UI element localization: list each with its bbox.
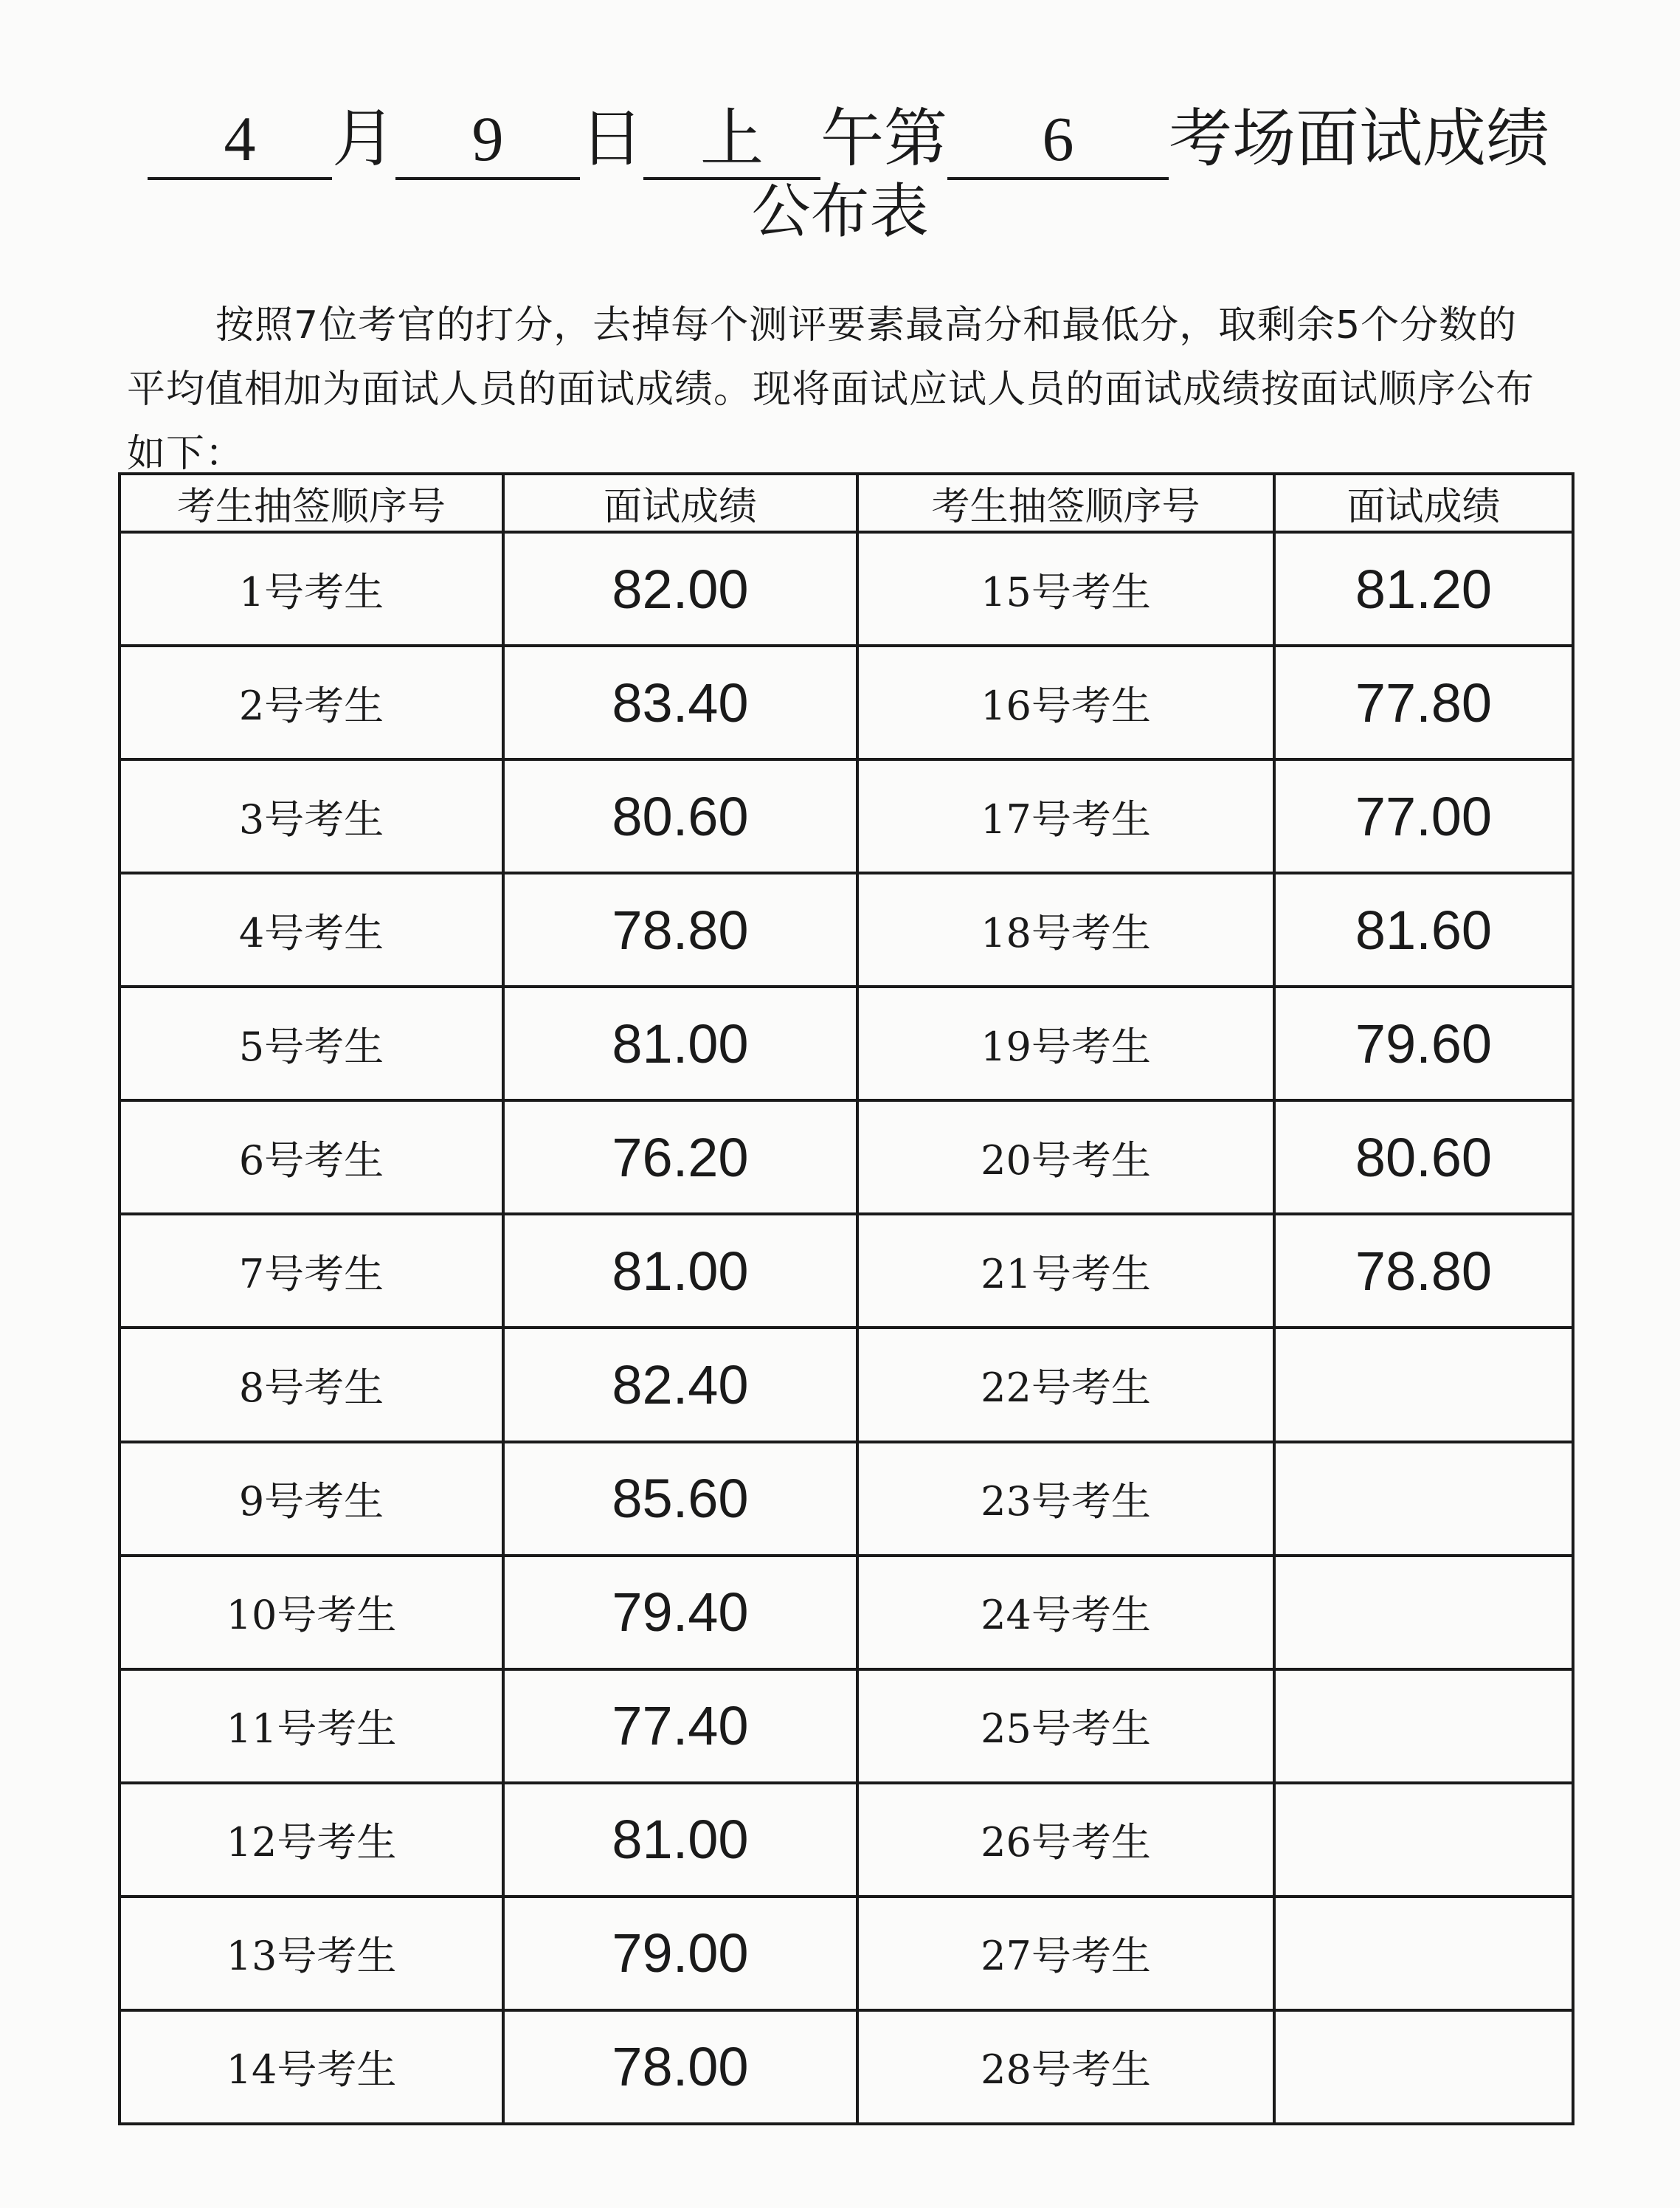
candidate-label: 24号考生: [857, 1556, 1274, 1669]
table-row: [120, 987, 1573, 1100]
candidate-label: 11号考生: [120, 1669, 503, 1783]
candidate-label: 27号考生: [857, 1897, 1274, 2010]
title-line-2: 公布表: [751, 177, 929, 246]
table-row: [120, 1669, 1573, 1783]
candidate-score: [1274, 1556, 1573, 1669]
table-row: [120, 646, 1573, 759]
table-row: [120, 759, 1573, 873]
table-row: [120, 873, 1573, 987]
candidate-score: [1274, 2010, 1573, 2124]
candidate-score: 81.20: [1274, 532, 1573, 646]
candidate-score: 82.40: [503, 1328, 857, 1441]
header-seat-right: 考生抽签顺序号: [857, 474, 1274, 532]
table-row: [120, 1328, 1573, 1441]
candidate-label: 25号考生: [857, 1669, 1274, 1783]
candidate-score: [1274, 1442, 1573, 1556]
intro-paragraph: 按照7位考官的打分，去掉每个测评要素最高分和最低分，取剩余5个分数的平均值相加为面试人员的面试成绩。现将面试应试人员的面试成绩按面试顺序公布如下：: [127, 303, 1535, 476]
candidate-label: 1号考生: [120, 532, 503, 646]
candidate-label: 20号考生: [857, 1100, 1274, 1214]
candidate-score: 81.00: [503, 987, 857, 1100]
candidate-label: 23号考生: [857, 1442, 1274, 1556]
candidate-score: 82.00: [503, 532, 857, 646]
candidate-label: 18号考生: [857, 873, 1274, 987]
candidate-label: 7号考生: [120, 1214, 503, 1328]
candidate-score: 81.00: [503, 1214, 857, 1328]
score-table: [118, 472, 1574, 2125]
candidate-score: 81.00: [503, 1783, 857, 1897]
candidate-score: 76.20: [503, 1100, 857, 1214]
candidate-label: 9号考生: [120, 1442, 503, 1556]
candidate-score: 77.40: [503, 1669, 857, 1783]
candidate-label: 12号考生: [120, 1783, 503, 1897]
candidate-score: 80.60: [1274, 1100, 1573, 1214]
table-row: [120, 2010, 1573, 2124]
candidate-label: 10号考生: [120, 1556, 503, 1669]
table-row: [120, 1783, 1573, 1897]
table-header-row: [120, 474, 1573, 532]
title-line-1: [148, 94, 1549, 183]
candidate-label: 26号考生: [857, 1783, 1274, 1897]
title-month-unit: 月: [332, 102, 395, 176]
candidate-label: 8号考生: [120, 1328, 503, 1441]
candidate-score: 79.40: [503, 1556, 857, 1669]
candidate-score: 78.00: [503, 2010, 857, 2124]
title-period-unit: 午第: [820, 102, 947, 176]
table-row: [120, 532, 1573, 646]
header-seat-left: 考生抽签顺序号: [120, 474, 503, 532]
table-row: [120, 1897, 1573, 2010]
candidate-score: 77.00: [1274, 759, 1573, 873]
candidate-score: 85.60: [503, 1442, 857, 1556]
candidate-score: 80.60: [503, 759, 857, 873]
candidate-score: [1274, 1328, 1573, 1441]
title-suffix: 考场面试成绩: [1169, 102, 1549, 176]
table-row: [120, 1100, 1573, 1214]
candidate-score: [1274, 1669, 1573, 1783]
candidate-label: 22号考生: [857, 1328, 1274, 1441]
candidate-label: 4号考生: [120, 873, 503, 987]
header-score-right: 面试成绩: [1274, 474, 1573, 532]
candidate-score: 79.00: [503, 1897, 857, 2010]
candidate-label: 21号考生: [857, 1214, 1274, 1328]
candidate-label: 2号考生: [120, 646, 503, 759]
table-row: [120, 1214, 1573, 1328]
header-score-left: 面试成绩: [503, 474, 857, 532]
candidate-score: 78.80: [503, 873, 857, 987]
title-room: 6: [947, 100, 1169, 180]
candidate-label: 15号考生: [857, 532, 1274, 646]
candidate-label: 14号考生: [120, 2010, 503, 2124]
candidate-score: [1274, 1897, 1573, 2010]
title-day-unit: 日: [580, 102, 643, 176]
candidate-label: 13号考生: [120, 1897, 503, 2010]
title-period: 上: [643, 100, 820, 180]
candidate-score: 83.40: [503, 646, 857, 759]
candidate-label: 5号考生: [120, 987, 503, 1100]
candidate-label: 28号考生: [857, 2010, 1274, 2124]
candidate-label: 6号考生: [120, 1100, 503, 1214]
candidate-score: 81.60: [1274, 873, 1573, 987]
table-row: [120, 1556, 1573, 1669]
title-month: 4: [148, 100, 332, 180]
title-day: 9: [395, 100, 580, 180]
candidate-score: 78.80: [1274, 1214, 1573, 1328]
candidate-score: 79.60: [1274, 987, 1573, 1100]
table-row: [120, 1442, 1573, 1556]
candidate-label: 16号考生: [857, 646, 1274, 759]
candidate-score: 77.80: [1274, 646, 1573, 759]
candidate-label: 3号考生: [120, 759, 503, 873]
candidate-score: [1274, 1783, 1573, 1897]
candidate-label: 17号考生: [857, 759, 1274, 873]
candidate-label: 19号考生: [857, 987, 1274, 1100]
